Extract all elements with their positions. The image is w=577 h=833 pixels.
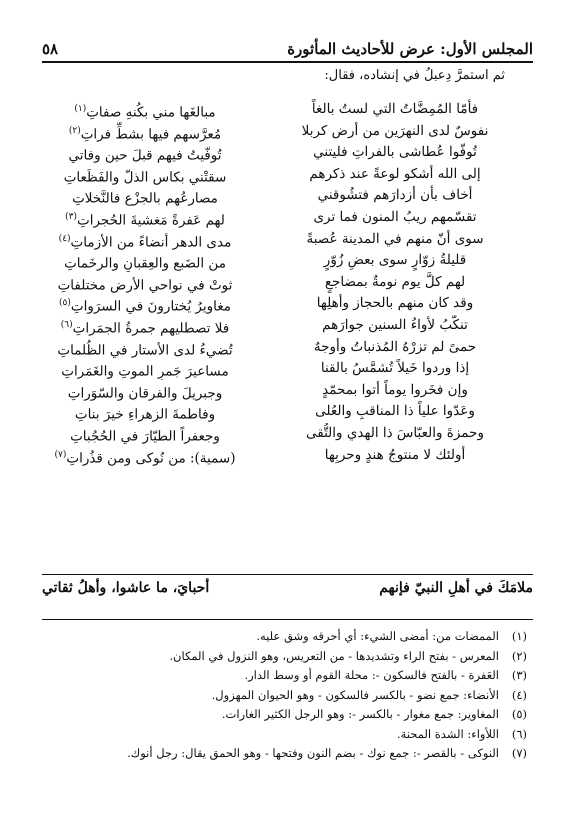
verse-second-hemistich: مبالغَها مني بكُنهِ صفاتِ$^{(١)}$ [74, 104, 216, 121]
verse-second-hemistich: مدى الدهر أنضاءً من الأزماتِ$^{(٤)}$ [58, 233, 232, 251]
verse-second-hemistich: لهم عَفرةً مَغشيةَ الحُجراتِ$^{(٣)}$ [65, 211, 225, 229]
page-title: المجلس الأول: عرض للأحاديث المأثورة [287, 40, 533, 58]
footnote-marker: (٢) [68, 125, 81, 136]
footnote-number: (٥) [511, 707, 527, 721]
verse-line [30, 423, 525, 445]
footnote-marker: (٦) [60, 319, 73, 330]
footnote [42, 647, 527, 667]
verse-first-hemistich: لهم كلَّ يوم نومةٌ بمضاجعٍ [324, 273, 466, 290]
verse-first-hemistich: وعَدّوا علياً ذا المناقبِ والعُلى [315, 403, 475, 420]
closing-verse [42, 580, 533, 596]
verse-first-hemistich: أخاف بأن أزدارَهم فتشُوقني [317, 187, 473, 204]
footnote-text: الممضات من: أمضى الشيء: أي أحرقه وشق عليه. [256, 629, 499, 643]
footnote-number: (٧) [511, 746, 527, 760]
verse-line [30, 272, 525, 294]
verse-second-hemistich: (سمية): من نُوكى ومن قذُراتِ$^{(٧)}$ [54, 449, 236, 466]
verse-second-hemistich: وجبريلَ والفرقانِ والسّوَراتِ [67, 385, 223, 402]
verse-first-hemistich: حمىً لم تزرْهُ المُذنباتُ وأوجهٌ [313, 338, 477, 355]
footnote-text: المغاوير: جمع مغوار - بالكسر -: وهو الرجل الكثير الغارات. [221, 707, 499, 721]
verse-first-hemistich: وقد كان منهم بالحجاز وأهلِها [316, 295, 474, 312]
page-header [42, 32, 533, 63]
footnote-number: (١) [511, 629, 527, 643]
verse-line [30, 164, 525, 186]
poem-verses [30, 99, 525, 466]
footnote-text: المعرس - بفتح الراء وتشديدها - من التعريس، وهو النزول في المكان. [169, 648, 499, 663]
verse-first-hemistich: وإن فخَروا يوماً أتوا بمحمّدٍ [322, 381, 468, 398]
verse-first-hemistich: تقسّمهم ريبُ المنون فما ترى [313, 208, 477, 225]
footnote-number: (٦) [511, 726, 527, 741]
footnote-number: (٤) [511, 687, 527, 702]
verse-line [30, 401, 525, 423]
verse-line [30, 380, 525, 402]
verse-line [30, 121, 525, 143]
verse-second-hemistich: فلا تصطليهم جمرةُ الجمَراتِ$^{(٦)}$ [60, 319, 230, 337]
footnote-marker: (٧) [54, 449, 67, 460]
verse-line [30, 185, 525, 207]
footnote-text: الأنضاء: جمع نضو - بالكسر فالسكون - وهو الحيوان المهزول. [211, 687, 499, 702]
verse-line [30, 142, 525, 164]
verse-second-hemistich: ثوتْ في نواحي الأرض مختلفاتِ [57, 277, 233, 294]
verse-second-hemistich: مُعرَّسهم فيها بشطِّ فراتِ$^{(٢)}$ [68, 125, 222, 143]
verse-first-hemistich: تنكّبُ لأواءُ السنين جوارَهم [322, 316, 468, 333]
verse-line [30, 207, 525, 229]
closing-verse-first-hemistich: ملامَكَ في أهلِ النبيّ فإنهم [379, 580, 533, 596]
verse-line [30, 293, 525, 315]
footnote-text: العَفرة - بالفتح فالسكون -: محلة القوم أو وسط الدار. [244, 668, 499, 682]
verse-first-hemistich: تُوفّوا عُطاشى بالفراتِ فليتني [313, 144, 477, 161]
verse-second-hemistich: من الضَبعِ والعِقبانِ والرخَماتِ [64, 255, 226, 272]
verse-first-hemistich: أولئك لا منتوجُ هندٍ وحربِها [324, 446, 466, 463]
footnote-text: اللأواء: الشدة المحنة. [397, 726, 499, 741]
verse-first-hemistich: فأمّا المُمِضَّاتُ التي لستُ بالغاً [311, 101, 479, 117]
verse-second-hemistich: وفاطمةَ الزهراءِ خيرَ بناتِ [74, 406, 216, 423]
footnote-marker: (٤) [58, 233, 71, 244]
verse-first-hemistich: سوى أنّ منهم في المدينة عُصبةً [306, 230, 484, 247]
footnote [42, 627, 527, 647]
verse-line [30, 99, 525, 121]
footnote-text: النوكى - بالقصر -: جمع نوك - بضم النون وفتحها - وهو الحمق يقال: رجل أنوك. [127, 746, 499, 760]
verse-line [30, 315, 525, 337]
verse-line [30, 250, 525, 272]
verse-first-hemistich: قليلةُ زوّارٍ سوى بعضِ زُوّرٍ [323, 252, 467, 269]
footnote [42, 744, 527, 764]
footnote [42, 725, 527, 745]
verse-second-hemistich: تُضيءُ لدى الأستار في الظُلماتِ [57, 342, 233, 359]
verse-first-hemistich: نفوسٌ لدى النهرَين من أرض كربلا [301, 122, 489, 139]
footnote [42, 705, 527, 725]
verse-first-hemistich: وحمزةَ والعبّاسَ ذا الهدي والتُّقى [306, 424, 484, 441]
intro-line: ثم استمرَّ دِعبلُ في إنشاده، فقال: [324, 68, 505, 83]
verse-line [30, 337, 525, 359]
verse-second-hemistich: مغاويرُ يُختارونَ في السرَواتِ$^{(٥)}$ [59, 298, 231, 315]
verse-first-hemistich: إلى الله أشكو لوعةً عند ذكرهم [309, 165, 481, 182]
footnote-marker: (٣) [65, 211, 77, 222]
footnote-marker: (١) [74, 104, 87, 114]
verse-second-hemistich: مساعيرَ جَمرِ الموتِ والغَمَراتِ [61, 363, 229, 380]
verse-second-hemistich: وجعفراً الطيّارَ في الحُجُباتِ [70, 428, 220, 445]
verse-line [30, 358, 525, 380]
footnote-number: (٣) [511, 668, 527, 682]
verse-first-hemistich: إذا وردوا خَيلاً تُشمَّسُ بالقنا [320, 360, 470, 377]
footnote-divider [42, 619, 533, 620]
closing-verse-second-hemistich: أحبايَ، ما عاشوا، وأهلُ ثقاتي [42, 580, 210, 596]
verse-line [30, 445, 525, 467]
verse-second-hemistich: مصارعُهم بالجزْع فالنَّخلاتِ [72, 190, 218, 207]
footnote-marker: (٥) [59, 298, 71, 309]
footnotes [42, 627, 527, 764]
verse-second-hemistich: سقتْني بكاس الذلّ والفَظَعاتِ [63, 169, 227, 186]
verse-line [30, 229, 525, 251]
footnote [42, 686, 527, 706]
footnote [42, 666, 527, 686]
footnote-number: (٢) [511, 648, 527, 663]
section-divider [42, 574, 533, 575]
page-number: ٥٨ [42, 40, 59, 58]
verse-second-hemistich: تُوفّيتُ فيهم قبلَ حين وفاتي [68, 147, 222, 164]
